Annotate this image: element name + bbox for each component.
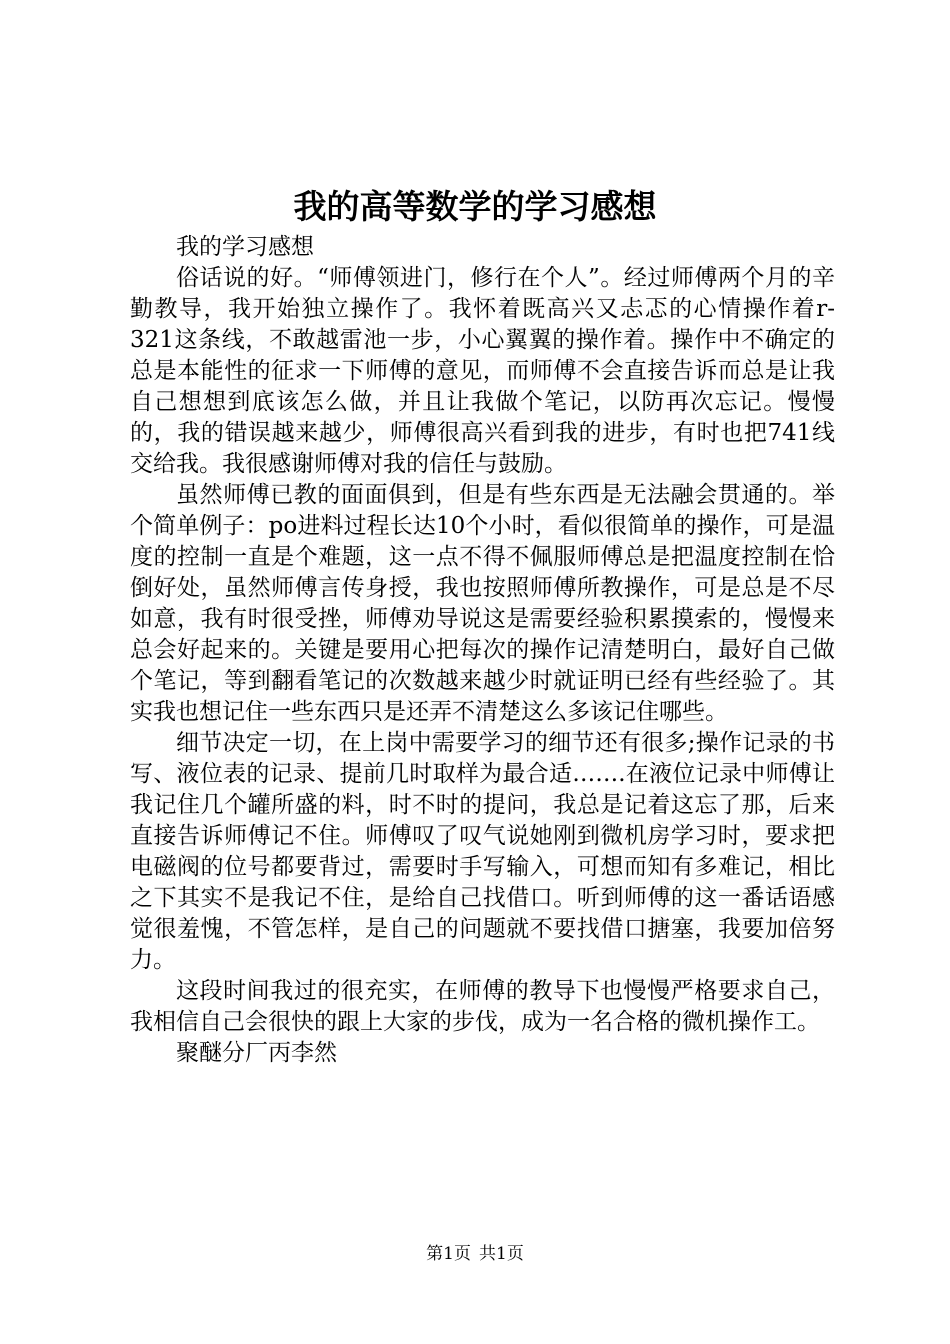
paragraph-signature: 聚醚分厂丙李然 [176,1040,337,1066]
document-body [130,232,835,1069]
paragraph-subtitle: 我的学习感想 [176,234,314,260]
paragraph-3: 细节决定一切，在上岗中需要学习的细节还有很多;操作记录的书写、液位表的记录、提前几时取样为最合适…….在液位记录中师傅让我记住几个罐所盛的料，时不时的提问，我总是记着这忘了那，后来直接告诉师傅记不住。师傅叹了叹气说她刚到微机房学习时，要求把电磁阀的位号都要背过，需要时手写输入，可想而知有多难记，相比之下其实不是我记不住，是给自己找借口。听到师傅的这一番话语感觉很羞愧，不管怎样，是自己的问题就不要找借口搪塞，我要加倍努力。 [130,730,835,973]
paragraph-4: 这段时间我过的很充实，在师傅的教导下也慢慢严格要求自己，我相信自己会很快的跟上大家的步伐，成为一名合格的微机操作工。 [130,978,835,1035]
page-footer [0,1242,950,1266]
paragraph-2: 虽然师傅已教的面面俱到，但是有些东西是无法融会贯通的。举个简单例子：po进料过程长达10个小时，看似很简单的操作，可是温度的控制一直是个难题，这一点不得不佩服师傅总是把温度控制在恰倒好处，虽然师傅言传身授，我也按照师傅所教操作，可是总是不尽如意，我有时很受挫，师傅劝导说这是需要经验积累摸索的，慢慢来总会好起来的。关键是要用心把每次的操作记清楚明白，最好自己做个笔记，等到翻看笔记的次数越来越少时就证明已经有些经验了。其实我也想记住一些东西只是还弄不清楚这么多该记住哪些。 [130,482,835,725]
page-title: 我的高等数学的学习感想 [293,187,657,226]
page-number-current: 第1页 [426,1244,471,1264]
page-number-total: 共1页 [479,1244,524,1264]
paragraph-1: 俗话说的好。“师傅领进门，修行在个人”。经过师傅两个月的辛勤教导，我开始独立操作了。我怀着既高兴又忐忑的心情操作着r-321这条线，不敢越雷池一步，小心翼翼的操作着。操作中不确定的总是本能性的征求一下师傅的意见，而师傅不会直接告诉而总是让我自己想想到底该怎么做，并且让我做个笔记，以防再次忘记。慢慢的，我的错误越来越少，师傅很高兴看到我的进步，有时也把741线交给我。我很感谢师傅对我的信任与鼓励。 [130,265,835,477]
